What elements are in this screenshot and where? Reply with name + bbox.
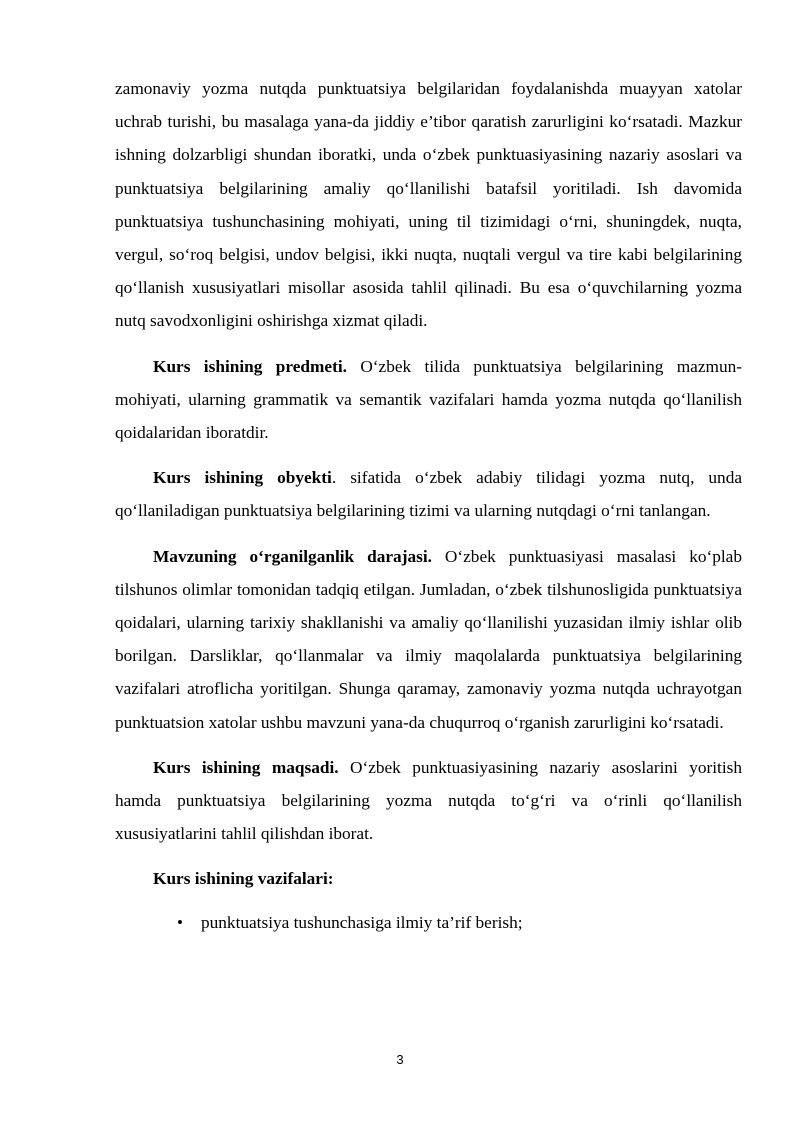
obyekt-paragraph xyxy=(115,461,742,527)
obyekt-text: . sifatida o‘zbek adabiy tilidagi yozma nutq, unda qo‘llaniladigan punktuatsiya belgilarining tizimi va ularning nutqdagi o‘rni tanlangan. xyxy=(115,468,743,521)
vazifalar-list xyxy=(115,906,742,939)
intro-paragraph: zamonaviy yozma nutqda punktuatsiya belgilaridan foydalanishda muayyan xatolar uchrab turishi, bu masalaga yana-da jiddiy e’tibor qaratish zarurligini ko‘rsatadi. Mazkur ishning dolzarbligi shundan iboratki, unda o‘zbek punktuasiyasining nazariy asoslari va punktuatsiya belgilarining amaliy qo‘llanilishi batafsil yoritiladi. Ish davomida punktuatsiya tushunchasining mohiyati, uning til tizimidagi o‘rni, shuningdek, nuqta, vergul, so‘roq belgisi, undov belgisi, ikki nuqta, nuqtali vergul va tire kabi belgilarining qo‘llanish xususiyatlari misollar asosida tahlil qilinadi. Bu esa o‘quvchilarning yozma nutq savodxonligini oshirishga xizmat qiladi. xyxy=(115,79,742,331)
maqsad-paragraph xyxy=(115,751,742,851)
vazifalar-heading: Kurs ishining vazifalari: xyxy=(153,869,334,889)
maqsad-lead: Kurs ishining maqsadi. xyxy=(153,757,339,777)
obyekt-lead: Kurs ishining obyekti xyxy=(153,468,332,488)
predmet-lead: Kurs ishining predmeti. xyxy=(153,356,347,376)
predmet-paragraph xyxy=(115,350,742,450)
daraja-paragraph xyxy=(115,540,742,739)
daraja-text: O‘zbek punktuasiyasi masalasi ko‘plab tilshunos olimlar tomonidan tadqiq etilgan. Jumladan, o‘zbek tilshunosligida punktuatsiya qoidalari, ularning tarixiy shakllanishi va amaliy qo‘llanilishi yuzasidan ilmiy ishlar olib borilgan. Darsliklar, qo‘llanmalar va ilmiy maqolalarda punktuatsiya belgilarining vazifalari atroflicha yoritilgan. Shunga qaramay, zamonaviy yozma nutqda uchrayotgan punktuatsion xatolar ushbu mavzuni yana-da chuqurroq o‘rganish zarurligini ko‘rsatadi. xyxy=(115,546,742,732)
list-item-text: punktuatsiya tushunchasiga ilmiy ta’rif berish; xyxy=(201,912,523,932)
predmet-text: O‘zbek tilida punktuatsiya belgilarining mazmun-mohiyati, ularning grammatik va semantik vazifalari hamda yozma nutqda qo‘llanilish qoidalaridan iboratdir. xyxy=(115,356,742,443)
list-item xyxy=(115,906,742,939)
maqsad-text: O‘zbek punktuasiyasining nazariy asoslarini yoritish hamda punktuatsiya belgilarining yozma nutqda to‘g‘ri va o‘rinli qo‘llanilish xususiyatlarini tahlil qilishdan iborat. xyxy=(115,757,743,844)
bullet-icon: • xyxy=(177,912,183,932)
page-number: 3 xyxy=(396,1052,404,1067)
daraja-lead: Mavzuning o‘rganilganlik darajasi. xyxy=(153,546,432,566)
document-page xyxy=(115,72,742,939)
